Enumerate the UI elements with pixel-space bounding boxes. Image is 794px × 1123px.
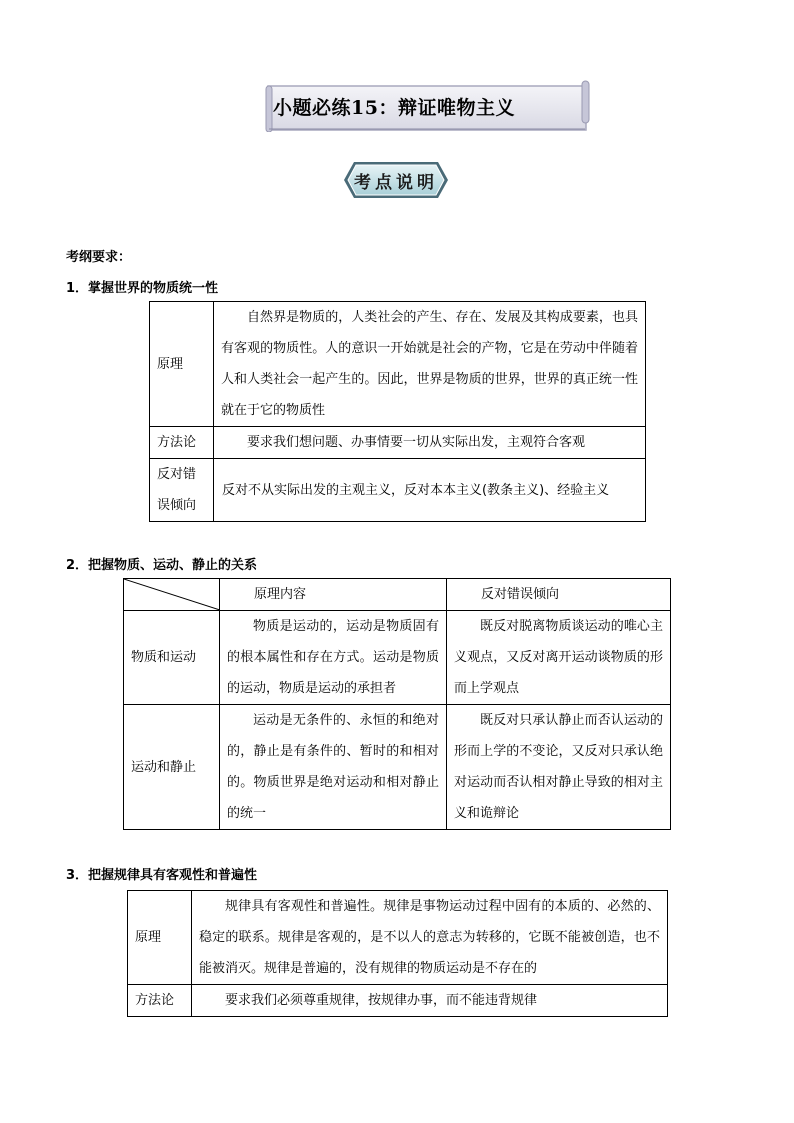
diagonal-line bbox=[124, 579, 220, 611]
section2-table bbox=[123, 578, 671, 830]
requirements-label: 考纲要求： bbox=[66, 250, 132, 265]
section2-heading: 2．把握物质、运动、静止的关系 bbox=[66, 558, 258, 573]
row-text: 要求我们必须尊重规律，按规律办事，而不能违背规律 bbox=[192, 985, 668, 1017]
table-row bbox=[124, 705, 671, 830]
page-title: 小题必练15：辩证唯物主义 bbox=[273, 97, 515, 119]
row-text: 自然界是物质的，人类社会的产生、存在、发展及其构成要素，也具有客观的物质性。人的意识一开始就是社会的产物，它是在劳动中伴随着人和人类社会一起产生的。因此，世界是物质的世界，世界的真正统一性就在于它的物质性 bbox=[214, 302, 646, 427]
table-row bbox=[128, 891, 668, 985]
table-row bbox=[150, 302, 646, 427]
opposed-cell: 既反对只承认静止而否认运动的形而上学的不变论，又反对只承认绝对运动而否认相对静止导致的相对主义和诡辩论 bbox=[447, 705, 671, 830]
table-row bbox=[128, 985, 668, 1017]
row-text: 要求我们想问题、办事情要一切从实际出发，主观符合客观 bbox=[214, 427, 646, 459]
section1-heading: 1．掌握世界的物质统一性 bbox=[66, 281, 219, 296]
section3-table bbox=[127, 890, 668, 1017]
badge-label: 考点说明 bbox=[354, 173, 438, 193]
row-head: 方法论 bbox=[150, 427, 214, 459]
table-row bbox=[150, 427, 646, 459]
row-head: 方法论 bbox=[128, 985, 192, 1017]
diagonal-header-cell bbox=[124, 579, 220, 611]
table-row bbox=[124, 611, 671, 705]
column-header: 原理内容 bbox=[220, 579, 447, 611]
row-text: 反对不从实际出发的主观主义，反对本本主义(教条主义)、经验主义 bbox=[214, 459, 646, 522]
principle-cell: 运动是无条件的、永恒的和绝对的，静止是有条件的、暂时的和相对的。物质世界是绝对运动和相对静止的统一 bbox=[220, 705, 447, 830]
section1-table bbox=[149, 301, 646, 522]
exam-points-badge bbox=[342, 160, 450, 200]
table-header-row bbox=[124, 579, 671, 611]
title-banner bbox=[265, 80, 590, 132]
row-head: 原理 bbox=[128, 891, 192, 985]
section3-heading: 3．把握规律具有客观性和普遍性 bbox=[66, 868, 258, 883]
row-head: 物质和运动 bbox=[124, 611, 220, 705]
row-head: 运动和静止 bbox=[124, 705, 220, 830]
principle-cell: 物质是运动的，运动是物质固有的根本属性和存在方式。运动是物质的运动，物质是运动的承担者 bbox=[220, 611, 447, 705]
row-text: 规律具有客观性和普遍性。规律是事物运动过程中固有的本质的、必然的、稳定的联系。规律是客观的，是不以人的意志为转移的，它既不能被创造，也不能被消灭。规律是普遍的，没有规律的物质运动是不存在的 bbox=[192, 891, 668, 985]
opposed-cell: 既反对脱离物质谈运动的唯心主义观点，又反对离开运动谈物质的形而上学观点 bbox=[447, 611, 671, 705]
table-row bbox=[150, 459, 646, 522]
column-header: 反对错误倾向 bbox=[447, 579, 671, 611]
row-head: 原理 bbox=[150, 302, 214, 427]
row-head: 反对错误倾向 bbox=[150, 459, 214, 522]
